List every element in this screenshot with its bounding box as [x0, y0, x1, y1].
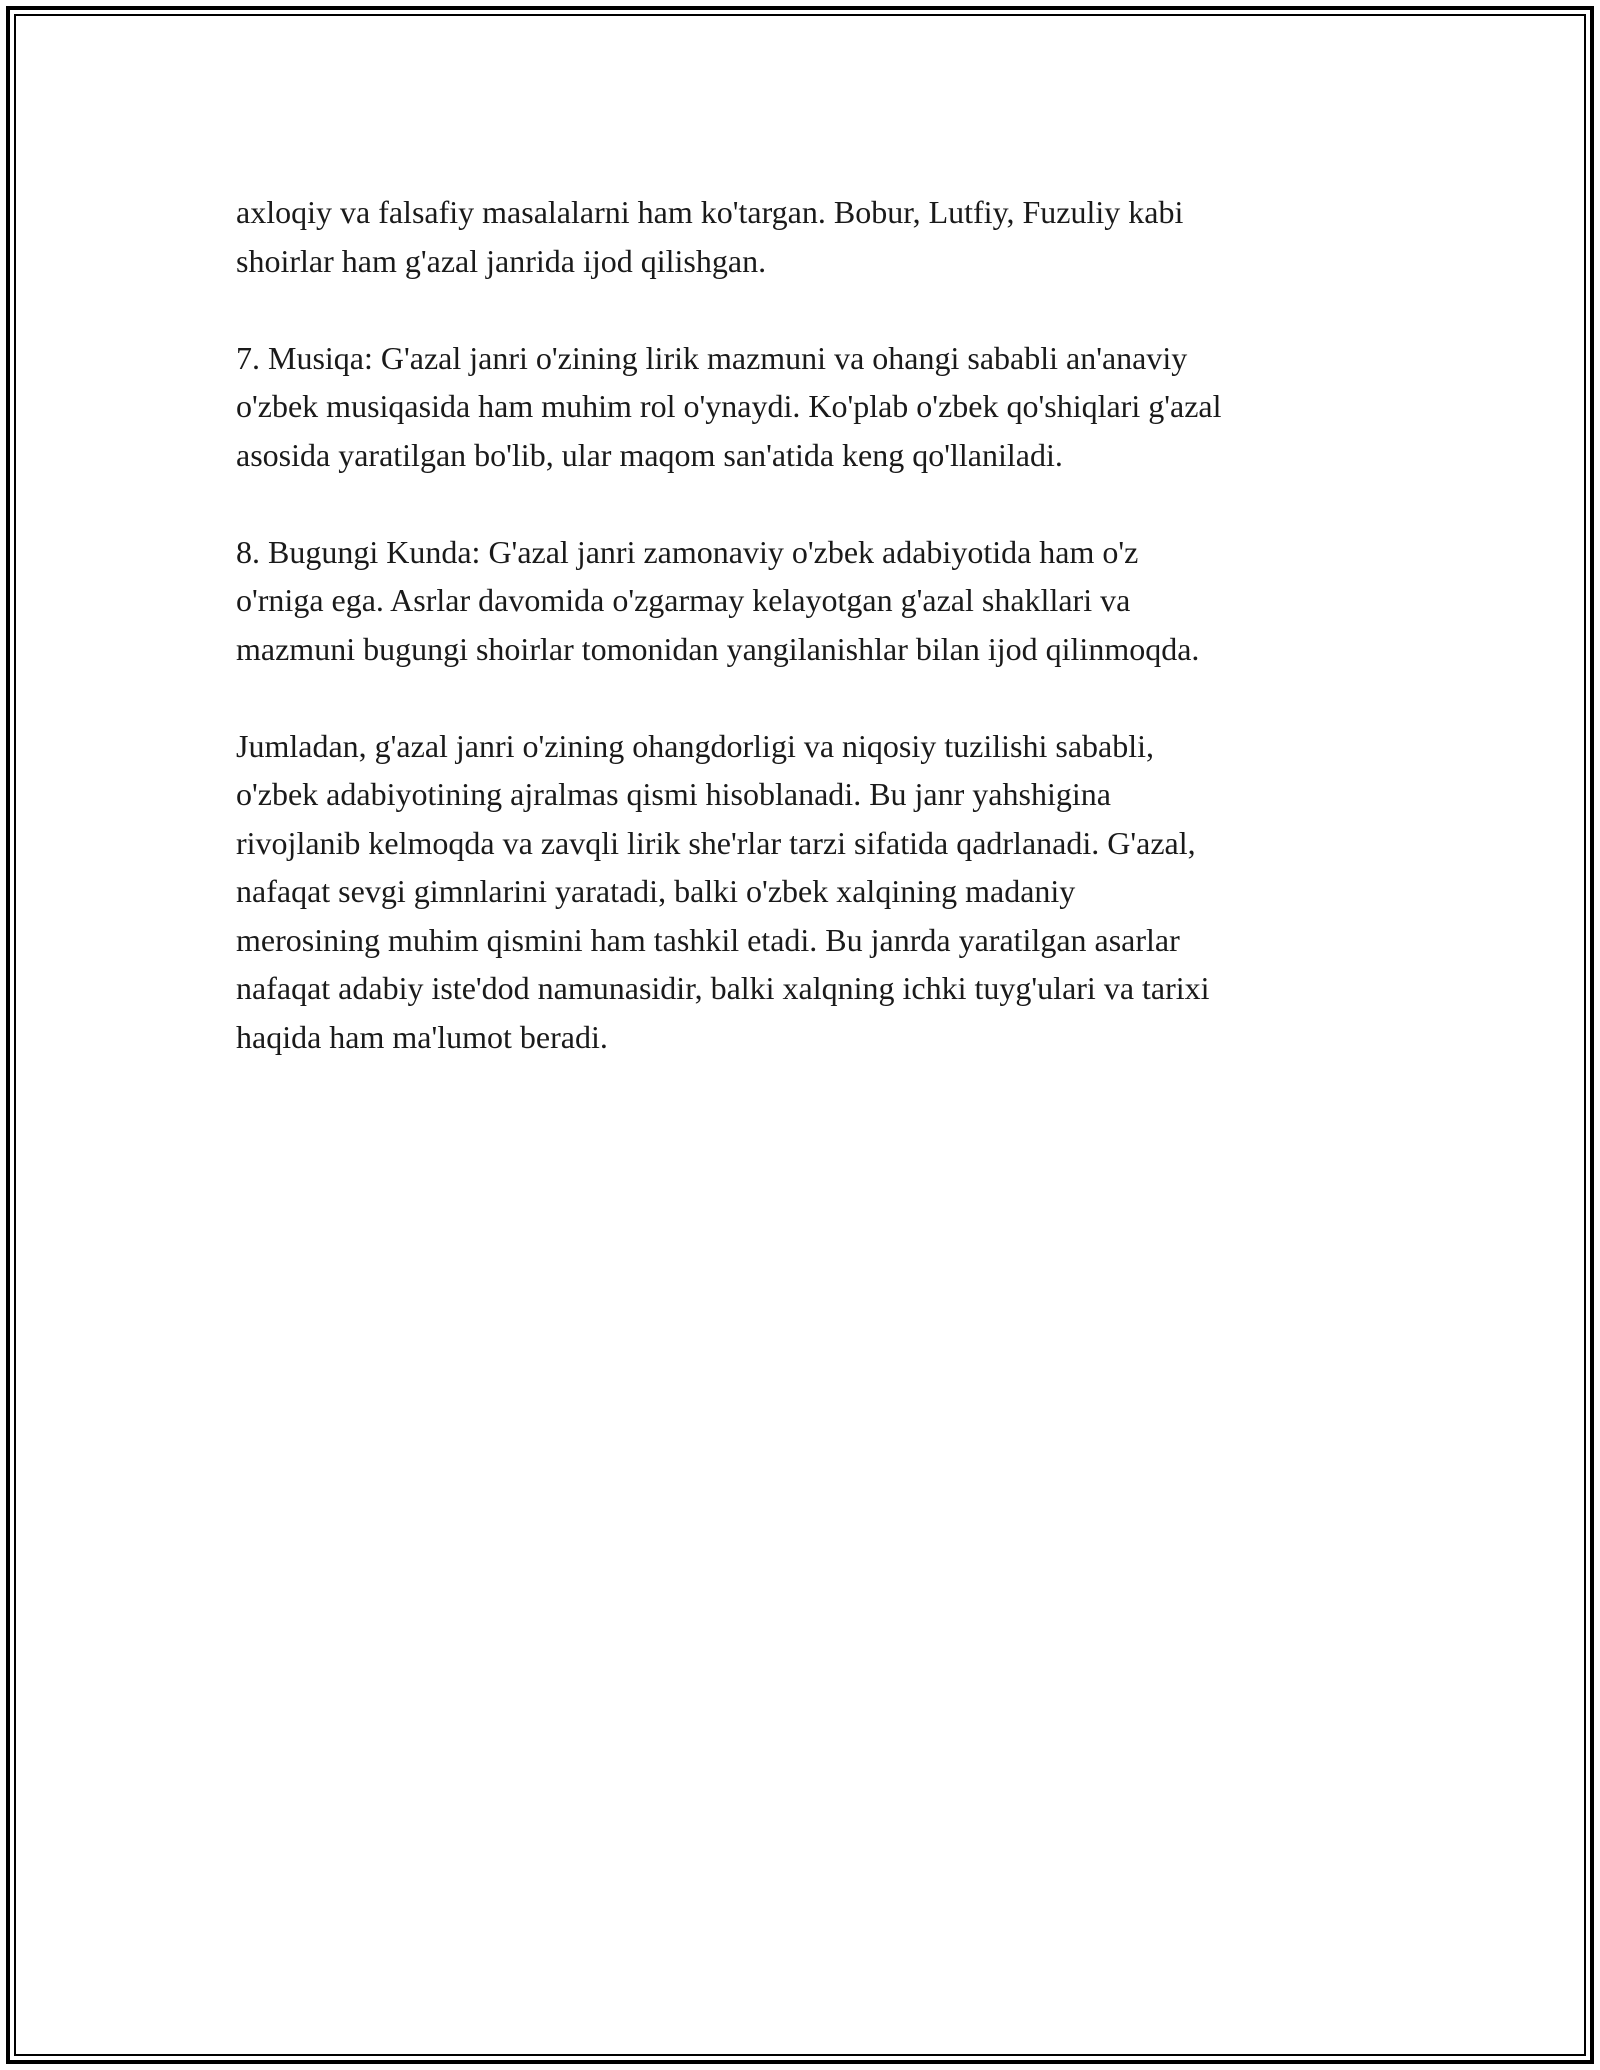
text-line: mazmuni bugungi shoirlar tomonidan yangilanishlar bilan ijod qilinmoqda.	[236, 630, 1200, 667]
text-line: shoirlar ham g'azal janrida ijod qilishgan.	[236, 242, 767, 279]
text-line: asosida yaratilgan bo'lib, ular maqom san'atida keng qo'llaniladi.	[236, 436, 1063, 473]
paragraph-bugungi-kunda	[236, 528, 1396, 674]
text-line: o'zbek musiqasida ham muhim rol o'ynaydi. Ko'plab o'zbek qo'shiqlari g'azal	[236, 388, 1222, 424]
document-body	[236, 188, 1396, 1110]
paragraph-conclusion	[236, 722, 1396, 1062]
text-line: axloqiy va falsafiy masalalarni ham ko'targan. Bobur, Lutfiy, Fuzuliy kabi	[236, 194, 1184, 230]
text-line: 8. Bugungi Kunda: G'azal janri zamonaviy o'zbek adabiyotida ham o'z	[236, 533, 1139, 570]
text-line: nafaqat sevgi gimnlarini yaratadi, balki o'zbek xalqining madaniy	[236, 873, 1076, 909]
paragraph-continuation	[236, 188, 1396, 285]
text-line: nafaqat adabiy iste'dod namunasidir, balki xalqning ichki tuyg'ulari va tarixi	[236, 970, 1210, 1006]
paragraph-musiqa	[236, 334, 1396, 480]
text-line: o'zbek adabiyotining ajralmas qismi hisoblanadi. Bu janr yahshigina	[236, 776, 1111, 812]
text-line: o'rniga ega. Asrlar davomida o'zgarmay kelayotgan g'azal shakllari va	[236, 582, 1131, 618]
text-line: merosining muhim qismini ham tashkil etadi. Bu janrda yaratilgan asarlar	[236, 921, 1180, 958]
text-line: Jumladan, g'azal janri o'zining ohangdorligi va niqosiy tuzilishi sababli,	[236, 727, 1155, 764]
text-line: 7. Musiqa: G'azal janri o'zining lirik mazmuni va ohangi sababli an'anaviy	[236, 339, 1188, 376]
text-line: rivojlanib kelmoqda va zavqli lirik she'rlar tarzi sifatida qadrlanadi. G'azal,	[236, 824, 1196, 861]
text-line: haqida ham ma'lumot beradi.	[236, 1018, 608, 1055]
